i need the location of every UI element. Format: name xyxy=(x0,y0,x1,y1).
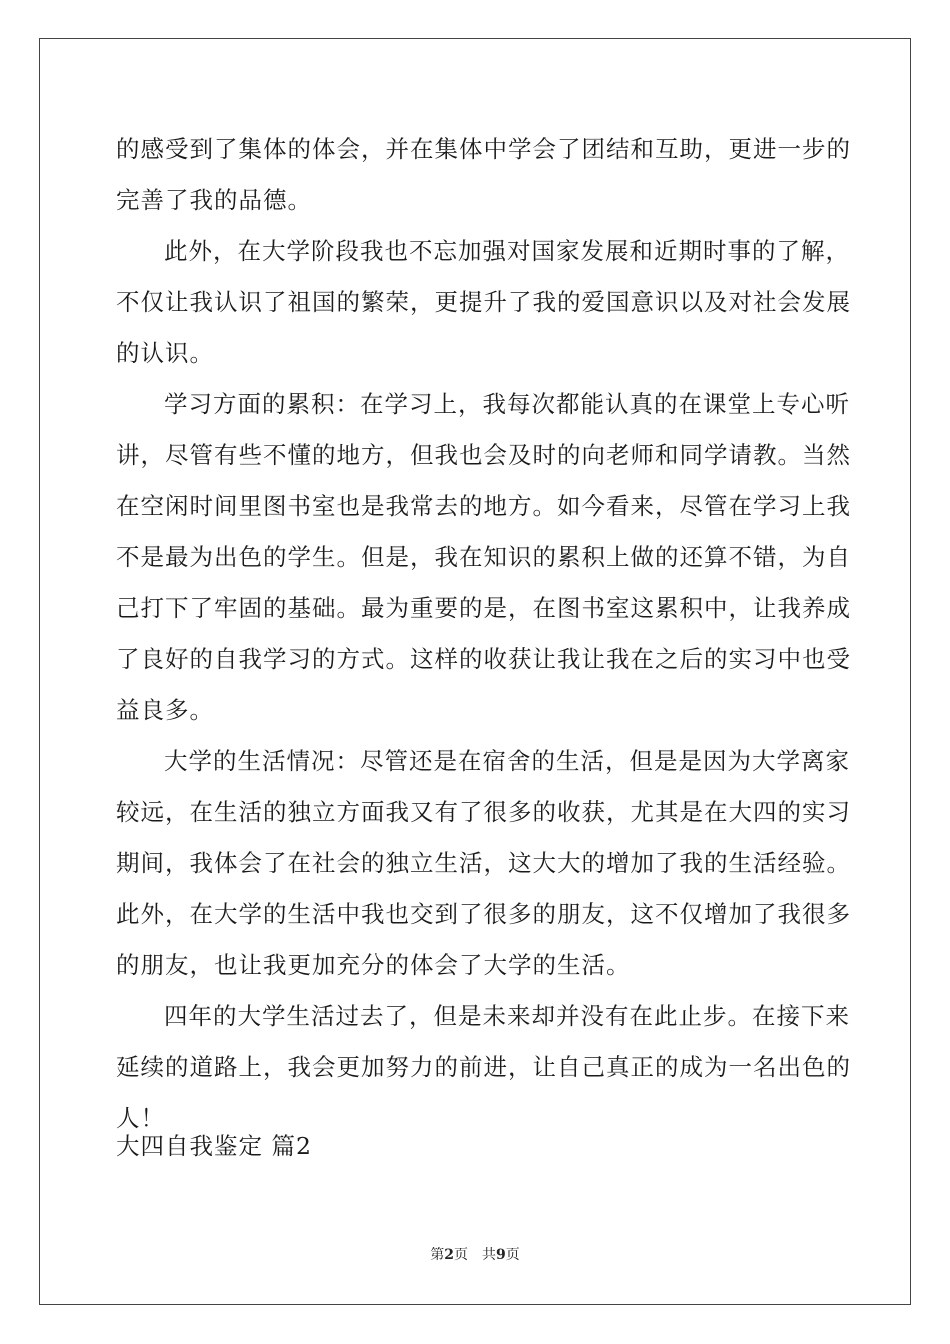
text-line: 较远，在生活的独立方面我又有了很多的收获，尤其是在大四的实习 xyxy=(116,798,851,826)
document-body xyxy=(116,124,851,1144)
paragraph-start-line: 四年的大学生活过去了，但是未来却并没有在此止步。在接下来 xyxy=(164,1002,850,1030)
text-line: 完善了我的品德。 xyxy=(116,186,312,214)
page-number: 2 xyxy=(444,1247,454,1263)
text-line: 讲，尽管有些不懂的地方，但我也会及时的向老师和同学请教。当然 xyxy=(116,441,851,469)
section-title: 大四自我鉴定 篇2 xyxy=(116,1132,312,1160)
total-prefix: 共 xyxy=(482,1247,496,1263)
total-pages: 9 xyxy=(496,1247,506,1263)
text-line: 人！ xyxy=(116,1104,165,1132)
text-line: 延续的道路上，我会更加努力的前进，让自己真正的成为一名出色的 xyxy=(116,1053,851,1081)
text-line: 的认识。 xyxy=(116,339,214,367)
text-line: 此外，在大学的生活中我也交到了很多的朋友，这不仅增加了我很多 xyxy=(116,900,851,928)
page-prefix: 第 xyxy=(430,1247,445,1263)
paragraph-start-line: 大学的生活情况：尽管还是在宿舍的生活，但是是因为大学离家 xyxy=(164,747,850,775)
text-line: 的朋友，也让我更加充分的体会了大学的生活。 xyxy=(116,951,631,979)
text-line: 不仅让我认识了祖国的繁荣，更提升了我的爱国意识以及对社会发展 xyxy=(116,288,851,316)
page-suffix: 页 xyxy=(454,1247,468,1263)
total-suffix: 页 xyxy=(505,1247,520,1263)
text-line: 益良多。 xyxy=(116,696,214,724)
text-line: 了良好的自我学习的方式。这样的收获让我让我在之后的实习中也受 xyxy=(116,645,851,673)
text-line: 的感受到了集体的体会，并在集体中学会了团结和互助，更进一步的 xyxy=(116,135,851,163)
paragraph-start-line: 学习方面的累积：在学习上，我每次都能认真的在课堂上专心听 xyxy=(164,390,850,418)
text-line: 己打下了牢固的基础。最为重要的是，在图书室这累积中，让我养成 xyxy=(116,594,851,622)
text-line: 不是最为出色的学生。但是，我在知识的累积上做的还算不错，为自 xyxy=(116,543,851,571)
page-footer xyxy=(0,1244,950,1264)
text-line: 在空闲时间里图书室也是我常去的地方。如今看来，尽管在学习上我 xyxy=(116,492,851,520)
paragraph-start-line: 此外，在大学阶段我也不忘加强对国家发展和近期时事的了解， xyxy=(164,237,850,265)
text-line: 期间，我体会了在社会的独立生活，这大大的增加了我的生活经验。 xyxy=(116,849,851,877)
